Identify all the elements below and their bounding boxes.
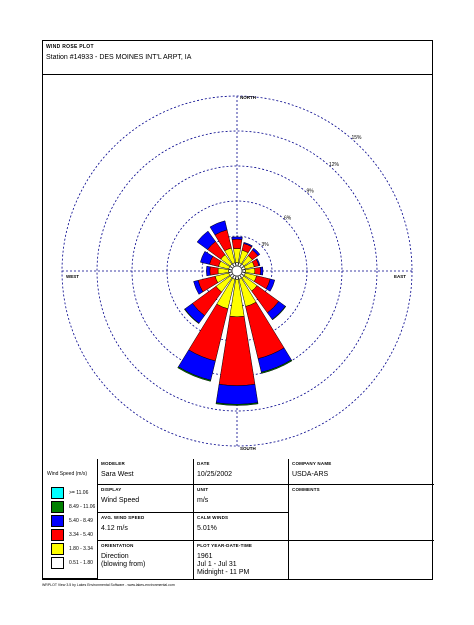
plot-type-title: WIND ROSE PLOT (46, 44, 94, 50)
display-cell (98, 485, 194, 513)
display-value: Wind Speed (101, 497, 140, 504)
wind-rose-frame (42, 40, 433, 580)
orientation-value-1: Direction (101, 553, 129, 560)
date-label: DATE (197, 461, 210, 466)
plot-time-label: PLOT YEAR-DATE-TIME (197, 543, 253, 548)
company-cell (289, 459, 434, 485)
date-value: 10/25/2002 (197, 471, 233, 478)
ring-label-1: 6% (283, 215, 292, 222)
unit-value: m/s (197, 497, 209, 504)
avg-speed-label: AVG. WIND SPEED (101, 515, 145, 520)
legend-label-5: 0.51 - 1.80 (69, 560, 93, 566)
compass-east: EAST (394, 274, 407, 279)
plot-year: 1961 (197, 553, 213, 560)
avg-speed-cell (98, 513, 194, 541)
petal-N-bin-3 (232, 239, 242, 249)
compass-north: NORTH (240, 95, 256, 100)
plot-time-range: Midnight - 11 PM (197, 569, 250, 576)
petal-E-bin-4 (245, 268, 254, 274)
orientation-label: ORIENTATION (101, 543, 134, 548)
petal-W-bin-3 (210, 267, 218, 275)
calm-winds-value: 5.01% (197, 525, 217, 532)
plot-date-range: Jul 1 - Jul 31 (197, 561, 237, 568)
orientation-cell (98, 541, 194, 579)
legend-swatch-2 (51, 515, 64, 527)
wind-rose-chart (43, 75, 432, 459)
legend-swatch-1 (51, 501, 64, 513)
petal-E-bin-5 (242, 270, 246, 273)
petal-W-bin-5 (229, 270, 233, 273)
petal-W-bin-2 (206, 266, 210, 276)
legend-box (43, 459, 98, 579)
compass-west: WEST (66, 274, 79, 279)
legend-title: Wind Speed (m/s) (47, 471, 88, 477)
empty-cell (289, 541, 434, 579)
legend-swatch-3 (51, 529, 64, 541)
ring-label-0: 3% (261, 242, 269, 249)
petal-S-bin-5 (236, 276, 239, 280)
plot-header (43, 41, 432, 75)
petal-E-bin-2 (260, 267, 263, 275)
petal-N-bin-5 (236, 263, 239, 267)
legend-swatch-4 (51, 543, 64, 555)
legend-label-1: 8.49 - 11.06 (69, 504, 96, 510)
petal-S-bin-3 (219, 316, 255, 385)
software-footer: WRPLOT View 3.5 by Lakes Environmental Software - www.lakes-environmental.com (42, 583, 175, 587)
modeler-cell (98, 459, 194, 485)
legend-label-4: 1.80 - 3.34 (69, 546, 93, 552)
legend-label-3: 3.34 - 5.40 (69, 532, 93, 538)
company-value: USDA-ARS (292, 471, 329, 478)
calm-winds-label: CALM WINDS (197, 515, 229, 520)
station-name: Station #14933 - DES MOINES INT'L ARPT, IA (46, 54, 192, 61)
comments-label: COMMENTS (292, 487, 320, 492)
ring-label-3: 12% (328, 161, 340, 168)
calm-circle (232, 266, 242, 276)
wind-rose-plot-area (43, 75, 432, 493)
comments-cell (289, 485, 434, 541)
display-label: DISPLAY (101, 487, 122, 492)
legend-swatch-5 (51, 557, 64, 569)
legend-label-2: 5.40 - 8.49 (69, 518, 93, 524)
info-panel (43, 459, 432, 579)
date-cell (194, 459, 289, 485)
compass-south: SOUTH (240, 446, 256, 451)
plot-time-cell (194, 541, 289, 579)
modeler-label: MODELER (101, 461, 125, 466)
calm-winds-cell (194, 513, 289, 541)
petal-E-bin-3 (255, 267, 261, 274)
orientation-value-2: (blowing from) (101, 561, 146, 568)
ring-label-2: 9% (306, 188, 314, 195)
petal-S-bin-2 (216, 384, 258, 404)
unit-label: UNIT (197, 487, 209, 492)
modeler-value: Sara West (101, 471, 134, 478)
ring-label-4: 15% (351, 134, 362, 141)
company-label: COMPANY NAME (292, 461, 332, 466)
petal-N-bin-2 (232, 237, 243, 240)
unit-cell (194, 485, 289, 513)
legend-swatch-0 (51, 487, 64, 499)
legend-label-0: >= 11.06 (69, 490, 89, 496)
petal-W-bin-4 (218, 268, 229, 274)
avg-speed-value: 4.12 m/s (101, 525, 128, 532)
